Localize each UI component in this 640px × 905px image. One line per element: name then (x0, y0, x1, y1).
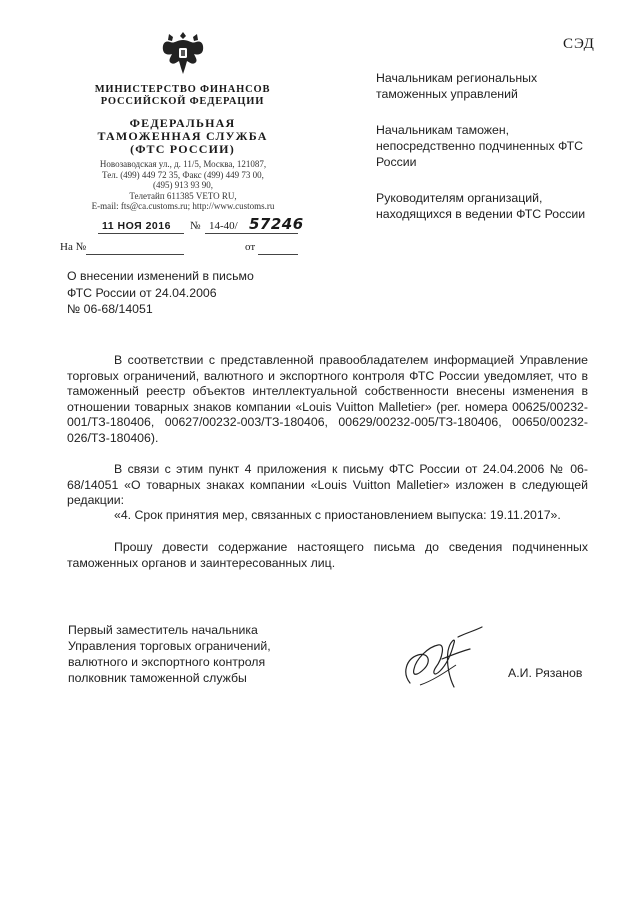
reply-reference-line (60, 241, 300, 257)
document-registry-mark: СЭД (563, 36, 595, 52)
number-underline (205, 233, 298, 234)
body-paragraph-2: В связи с этим пункт 4 приложения к письму ФТС России от 24.04.2006 № 06-68/14051 «О товарных знаках компании «Louis Vuitton Malletier» изложен в следующей редакции: (67, 462, 588, 508)
body-paragraph-4: Прошу довести содержание настоящего письма до сведения подчиненных таможенных органов и заинтересованных лиц. (67, 540, 588, 570)
sender-contacts-email: E-mail: fts@ca.customs.ru; http://www.customs.ru (91, 201, 275, 211)
ministry-name: МИНИСТЕРСТВО ФИНАНСОВ РОССИЙСКОЙ ФЕДЕРАЦИИ (94, 84, 271, 107)
signatory-name: А.И. Рязанов (508, 666, 583, 680)
recipient-organizations: Руководителям организаций, находящихся в ведении ФТС России (376, 191, 586, 221)
number-label: № (190, 220, 201, 232)
double-headed-eagle-icon (160, 28, 206, 76)
document-number-handwritten: 57246 (249, 215, 304, 233)
document-number-prefix: 14-40/ (209, 220, 238, 232)
date-underline (98, 233, 184, 234)
body-paragraph-3: «4. Срок принятия мер, связанных с приостановлением выпуска: 19.11.2017». (114, 508, 561, 522)
reply-date-label: от (245, 241, 256, 253)
body-paragraph-1: В соответствии с представленной правообладателем информацией Управление торговых ограничений, валютного и экспортного контроля ФТС России уведомляет, что в таможенный реестр объектов интеллектуальной собственности внесены изменения в отношении товарных знаков компании «Louis Vuitton Malletier» (рег. номера 00625/00232-001/ТЗ-180406, 00627/00232-003/ТЗ-180406, 00629/00232-005/ТЗ-180406, 00650/00232-026/ТЗ-180406). (67, 353, 588, 445)
recipient-customs-heads: Начальникам таможен, непосредственно подчиненных ФТС России (376, 123, 584, 169)
sender-address: Новозаводская ул., д. 11/5, Москва, 121087, Тел. (499) 449 72 35, Факс (499) 449 73 00, (495) 913 93 90, Телетайп 611385 VETO RU, E-mail: fts@ca.customs.ru; http://www.customs.ru (72, 159, 294, 212)
service-name: ФЕДЕРАЛЬНАЯ ТАМОЖЕННАЯ СЛУЖБА (ФТС РОССИИ) (97, 116, 268, 156)
reply-number-underline (86, 254, 184, 255)
recipient-regional-customs: Начальникам региональных таможенных управлений (376, 71, 538, 101)
handwritten-signature (398, 625, 488, 695)
registration-line (60, 215, 304, 236)
reply-date-underline (258, 254, 298, 255)
signatory-position: Первый заместитель начальника Управления торговых ограничений, валютного и экспортного контроля полковник таможенной службы (68, 623, 271, 685)
document-date-stamp: 11 НОЯ 2016 (102, 220, 171, 232)
document-subject: О внесении изменений в письмо ФТС России от 24.04.2006 № 06-68/14051 (67, 269, 254, 316)
reply-number-label: На № (60, 241, 87, 253)
